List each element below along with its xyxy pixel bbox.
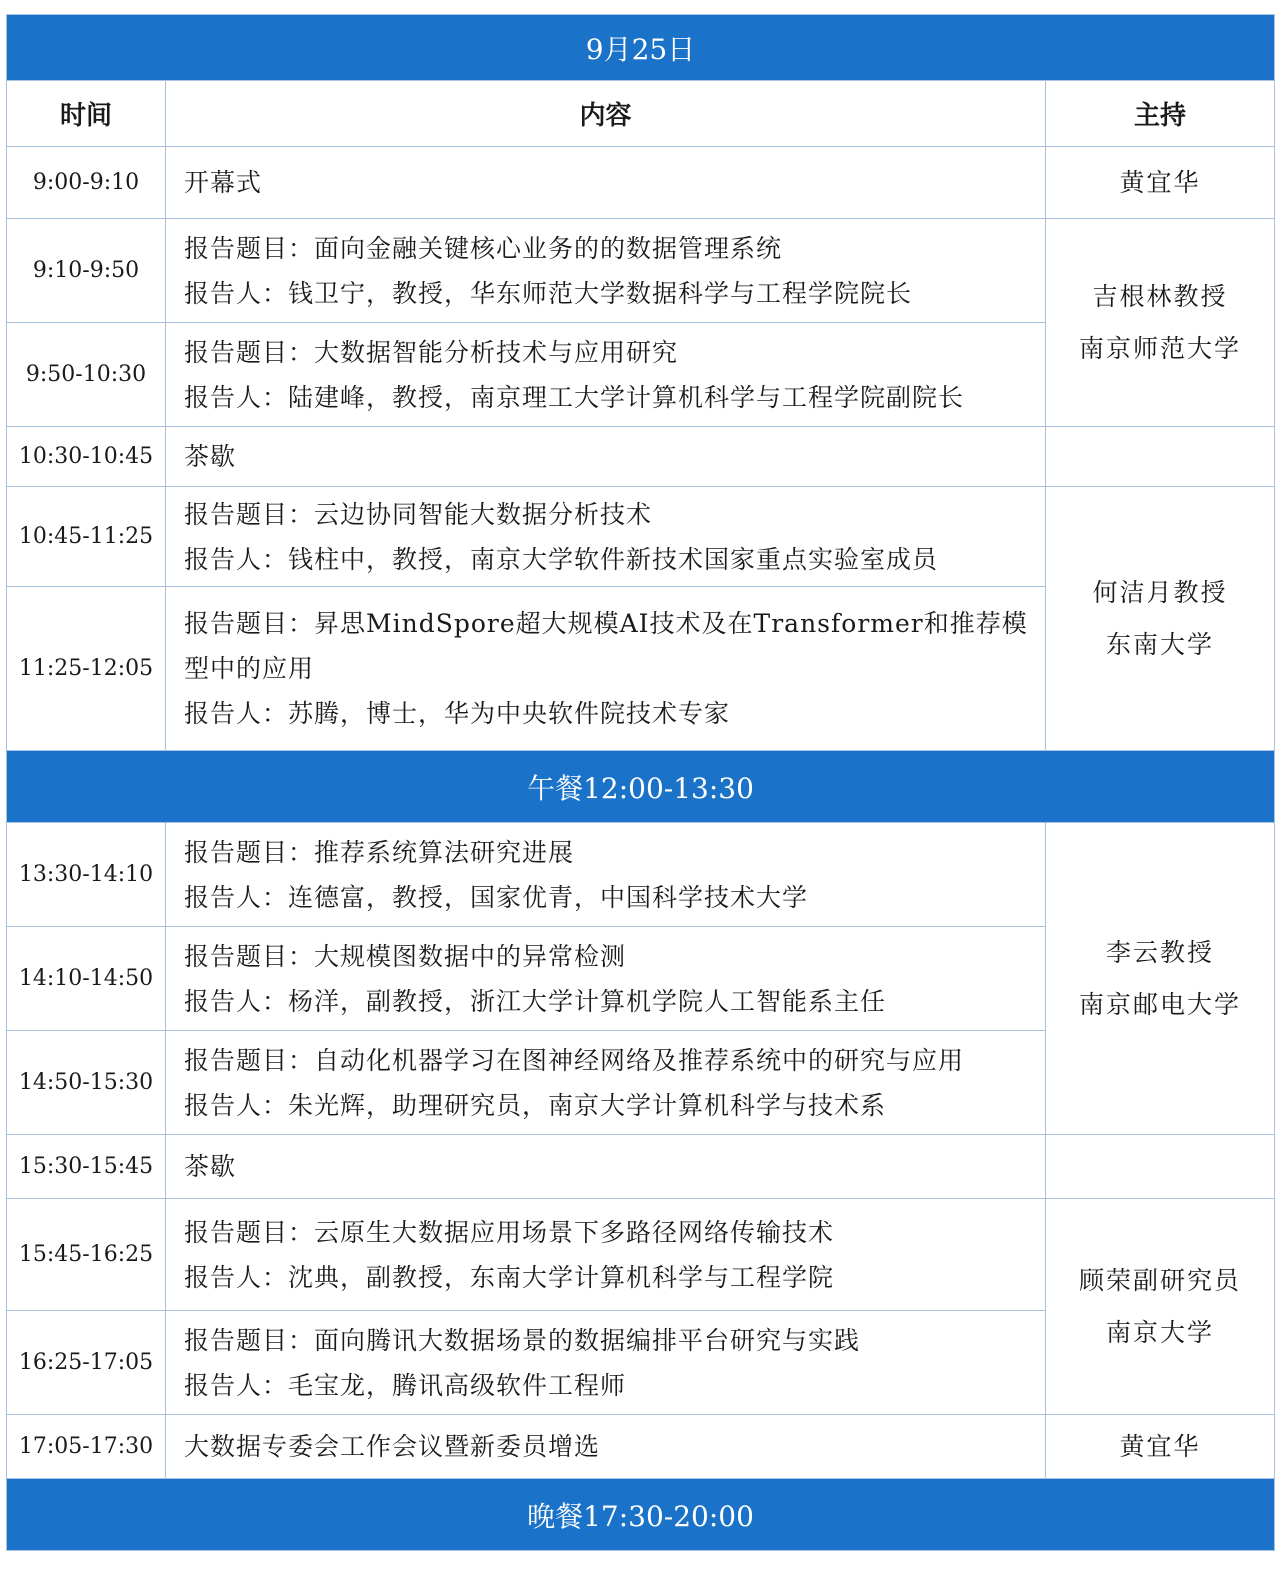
talk-title: 报告题目：面向金融关键核心业务的的数据管理系统 — [184, 233, 783, 263]
host-org: 东南大学 — [1106, 629, 1215, 659]
host-name: 吉根林教授 — [1092, 281, 1228, 311]
talk-title: 报告题目：云边协同智能大数据分析技术 — [184, 499, 653, 529]
table-row — [7, 487, 1275, 587]
content-cell — [166, 1031, 1046, 1135]
host-org: 南京大学 — [1106, 1317, 1215, 1347]
host-cell — [1046, 427, 1275, 487]
content-cell — [166, 147, 1046, 219]
content-cell — [166, 219, 1046, 323]
host-org: 南京邮电大学 — [1079, 989, 1242, 1019]
content-cell — [166, 1311, 1046, 1415]
table-row — [7, 1199, 1275, 1311]
time-cell: 9:50-10:30 — [7, 323, 166, 427]
header-host: 主持 — [1046, 81, 1275, 147]
talk-speaker: 报告人：杨洋，副教授，浙江大学计算机学院人工智能系主任 — [184, 986, 887, 1016]
content-cell — [166, 1199, 1046, 1311]
content-cell — [166, 927, 1046, 1031]
time-cell: 16:25-17:05 — [7, 1311, 166, 1415]
session-text: 茶歇 — [184, 1152, 237, 1181]
talk-title: 报告题目：大规模图数据中的异常检测 — [184, 941, 627, 971]
dinner-title: 晚餐17:30-20:00 — [7, 1479, 1275, 1551]
session-text: 开幕式 — [184, 168, 263, 197]
talk-title: 报告题目：昇思MindSpore超大规模AI技术及在Transformer和推荐模 — [184, 609, 1028, 638]
time-cell: 9:00-9:10 — [7, 147, 166, 219]
talk-title: 报告题目：面向腾讯大数据场景的数据编排平台研究与实践 — [184, 1325, 861, 1355]
host-cell — [1046, 1135, 1275, 1199]
time-cell: 15:45-16:25 — [7, 1199, 166, 1311]
host-name: 何洁月教授 — [1092, 577, 1228, 607]
talk-speaker: 报告人：钱卫宁，教授，华东师范大学数据科学与工程学院院长 — [184, 278, 913, 308]
header-time: 时间 — [7, 81, 166, 147]
table-row — [7, 823, 1275, 927]
lunch-title: 午餐12:00-13:30 — [7, 751, 1275, 823]
date-title: 9月25日 — [7, 15, 1275, 81]
time-cell: 10:30-10:45 — [7, 427, 166, 487]
host-cell — [1046, 1415, 1275, 1479]
host-cell — [1046, 487, 1275, 751]
content-cell — [166, 487, 1046, 587]
table-row — [7, 147, 1275, 219]
talk-speaker: 报告人：苏腾，博士，华为中央软件院技术专家 — [184, 699, 731, 728]
host-cell — [1046, 1199, 1275, 1415]
talk-title: 报告题目：大数据智能分析技术与应用研究 — [184, 337, 679, 367]
content-cell — [166, 823, 1046, 927]
header-row — [7, 81, 1275, 147]
time-cell: 14:50-15:30 — [7, 1031, 166, 1135]
schedule-table — [6, 14, 1275, 1551]
host-cell — [1046, 147, 1275, 219]
content-cell — [166, 1415, 1046, 1479]
session-text: 茶歇 — [184, 442, 237, 471]
table-row — [7, 427, 1275, 487]
time-cell: 9:10-9:50 — [7, 219, 166, 323]
host-cell — [1046, 823, 1275, 1135]
content-cell — [166, 427, 1046, 487]
time-cell: 17:05-17:30 — [7, 1415, 166, 1479]
content-cell — [166, 323, 1046, 427]
talk-title-continued: 型中的应用 — [184, 654, 315, 683]
host-cell — [1046, 219, 1275, 427]
talk-title: 报告题目：推荐系统算法研究进展 — [184, 837, 575, 867]
session-text: 大数据专委会工作会议暨新委员增选 — [184, 1432, 601, 1461]
content-cell — [166, 1135, 1046, 1199]
table-row — [7, 219, 1275, 323]
lunch-banner — [7, 751, 1275, 823]
host-name: 顾荣副研究员 — [1079, 1265, 1242, 1295]
talk-speaker: 报告人：陆建峰，教授，南京理工大学计算机科学与工程学院副院长 — [184, 382, 965, 412]
talk-speaker: 报告人：沈典，副教授，东南大学计算机科学与工程学院 — [184, 1262, 835, 1292]
host-name: 黄宜华 — [1119, 167, 1201, 197]
time-cell: 13:30-14:10 — [7, 823, 166, 927]
talk-speaker: 报告人：朱光辉，助理研究员，南京大学计算机科学与技术系 — [184, 1090, 887, 1120]
time-cell: 10:45-11:25 — [7, 487, 166, 587]
date-banner — [7, 15, 1275, 81]
time-cell: 15:30-15:45 — [7, 1135, 166, 1199]
talk-speaker: 报告人：钱柱中，教授，南京大学软件新技术国家重点实验室成员 — [184, 544, 939, 574]
header-content: 内容 — [166, 81, 1046, 147]
content-cell — [166, 587, 1046, 751]
host-name: 李云教授 — [1106, 937, 1215, 967]
table-row — [7, 1415, 1275, 1479]
time-cell: 14:10-14:50 — [7, 927, 166, 1031]
table-row — [7, 1135, 1275, 1199]
host-org: 南京师范大学 — [1079, 333, 1242, 363]
talk-speaker: 报告人：连德富，教授，国家优青，中国科学技术大学 — [184, 882, 809, 912]
time-cell: 11:25-12:05 — [7, 587, 166, 751]
talk-title: 报告题目：云原生大数据应用场景下多路径网络传输技术 — [184, 1217, 835, 1247]
talk-title: 报告题目：自动化机器学习在图神经网络及推荐系统中的研究与应用 — [184, 1045, 965, 1075]
dinner-banner — [7, 1479, 1275, 1551]
talk-speaker: 报告人：毛宝龙，腾讯高级软件工程师 — [184, 1370, 627, 1400]
host-name: 黄宜华 — [1119, 1431, 1201, 1461]
